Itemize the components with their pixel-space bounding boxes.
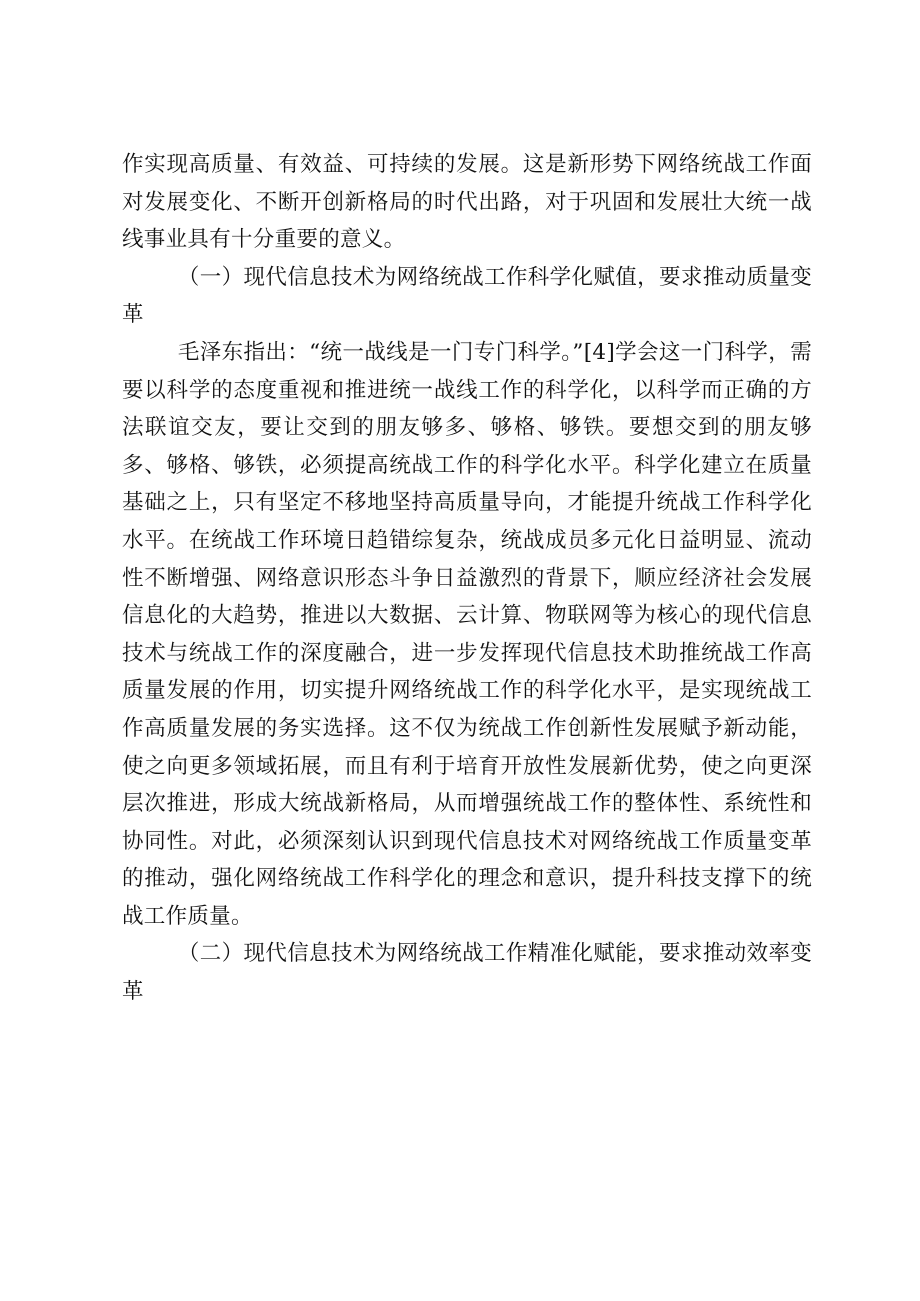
body-paragraph-1: 作实现高质量、有效益、可持续的发展。这是新形势下网络统战工作面对发展变化、不断开创新格局的时代出路，对于巩固和发展壮大统一战线事业具有十分重要的意义。 (122, 152, 812, 253)
document-page (122, 146, 812, 1011)
section-heading-2: （二）现代信息技术为网络统战工作精准化赋能，要求推动效率变革 (122, 941, 812, 1005)
body-paragraph-2: 毛泽东指出：“统一战线是一门专门科学。”[4]学会这一门科学，需要以科学的态度重视和推进统一战线工作的科学化，以科学而正确的方法联谊交友，要让交到的朋友够多、够格、够铁。要想交到的朋友够多、够格、够铁，必须提高统战工作的科学化水平。科学化建立在质量基础之上，只有坚定不移地坚持高质量导向，才能提升统战工作科学化水平。在统战工作环境日趋错综复杂，统战成员多元化日益明显、流动性不断增强、网络意识形态斗争日益激烈的背景下，顺应经济社会发展信息化的大趋势，推进以大数据、云计算、物联网等为核心的现代信息技术与统战工作的深度融合，进一步发挥现代信息技术助推统战工作高质量发展的作用，切实提升网络统战工作的科学化水平，是实现统战工作高质量发展的务实选择。这不仅为统战工作创新性发展赋予新动能，使之向更多领域拓展，而且有利于培育开放性发展新优势，使之向更深层次推进，形成大统战新格局，从而增强统战工作的整体性、系统性和协同性。对此，必须深刻认识到现代信息技术对网络统战工作质量变革的推动，强化网络统战工作科学化的理念和意识，提升科技支撑下的统战工作质量。 (122, 339, 812, 929)
section-heading-1: （一）现代信息技术为网络统战工作科学化赋值，要求推动质量变革 (122, 264, 812, 328)
